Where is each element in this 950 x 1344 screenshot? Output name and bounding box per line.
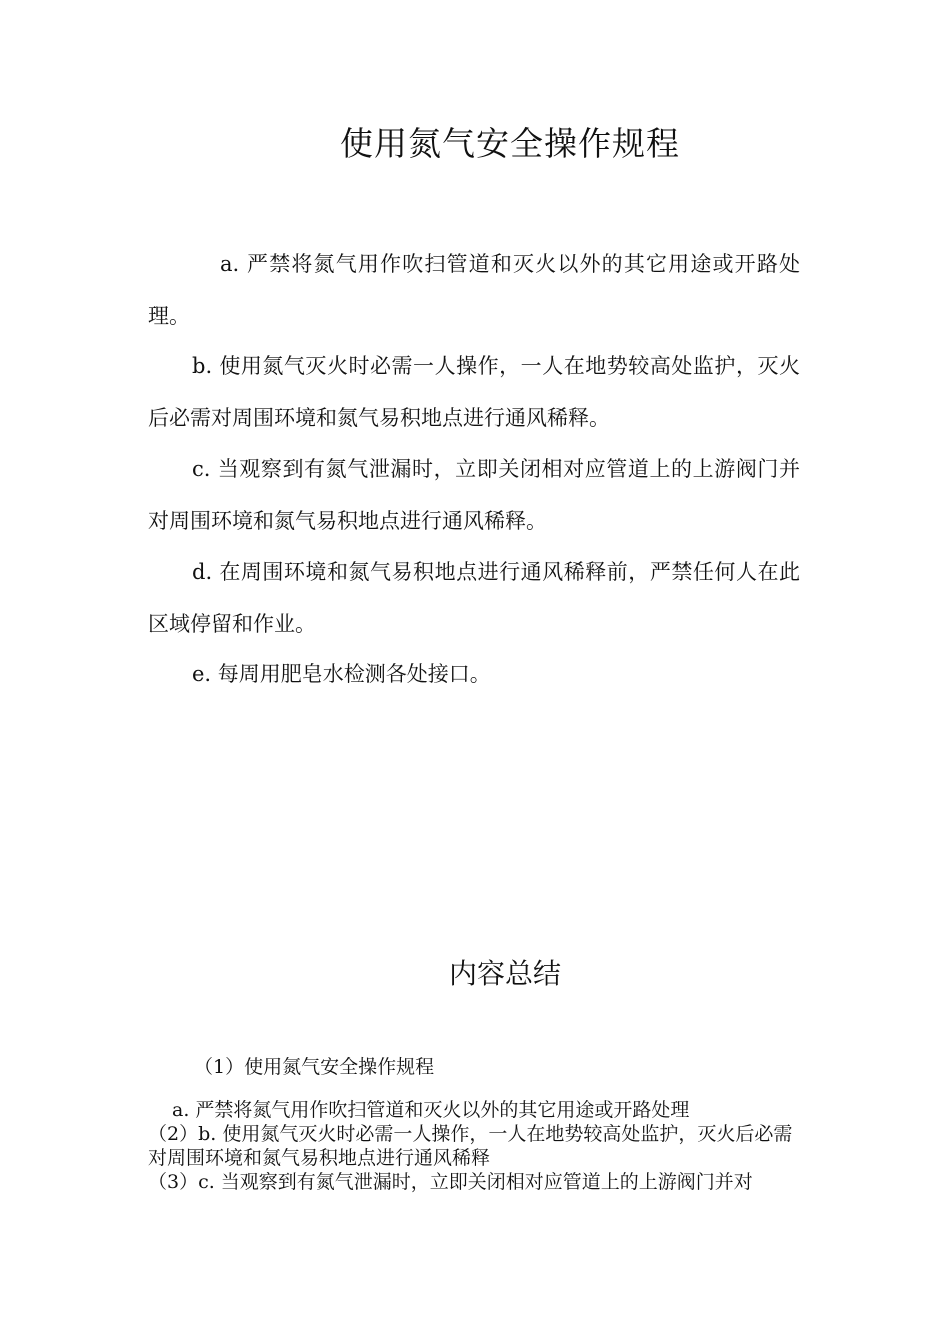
summary-line: （2）b. 使用氮气灭火时必需一人操作，一人在地势较高处监护，灭火后必需对周围环境和氮气易积地点进行通风稀释 <box>148 1123 793 1169</box>
rule-paragraph-e: e. 每周用肥皂水检测各处接口。 <box>192 662 491 686</box>
document-title: 使用氮气安全操作规程 <box>340 124 680 163</box>
summary-heading: （1）使用氮气安全操作规程 <box>194 1056 435 1078</box>
rule-paragraph-c: c. 当观察到有氮气泄漏时，立即关闭相对应管道上的上游阀门并对周围环境和氮气易积地点进行通风稀释。 <box>148 457 800 533</box>
summary-line: （3）c. 当观察到有氮气泄漏时，立即关闭相对应管道上的上游阀门并对 <box>148 1171 753 1193</box>
summary-title: 内容总结 <box>448 957 561 990</box>
rule-paragraph-b: b. 使用氮气灭火时必需一人操作，一人在地势较高处监护，灭火后必需对周围环境和氮气易积地点进行通风稀释。 <box>148 354 800 430</box>
summary-body <box>148 1098 800 1194</box>
rule-paragraph-a: a. 严禁将氮气用作吹扫管道和灭火以外的其它用途或开路处理。 <box>148 252 800 328</box>
rule-paragraph-d: d. 在周围环境和氮气易积地点进行通风稀释前，严禁任何人在此区域停留和作业。 <box>148 560 800 636</box>
summary-line: a. 严禁将氮气用作吹扫管道和灭火以外的其它用途或开路处理 <box>172 1099 690 1121</box>
